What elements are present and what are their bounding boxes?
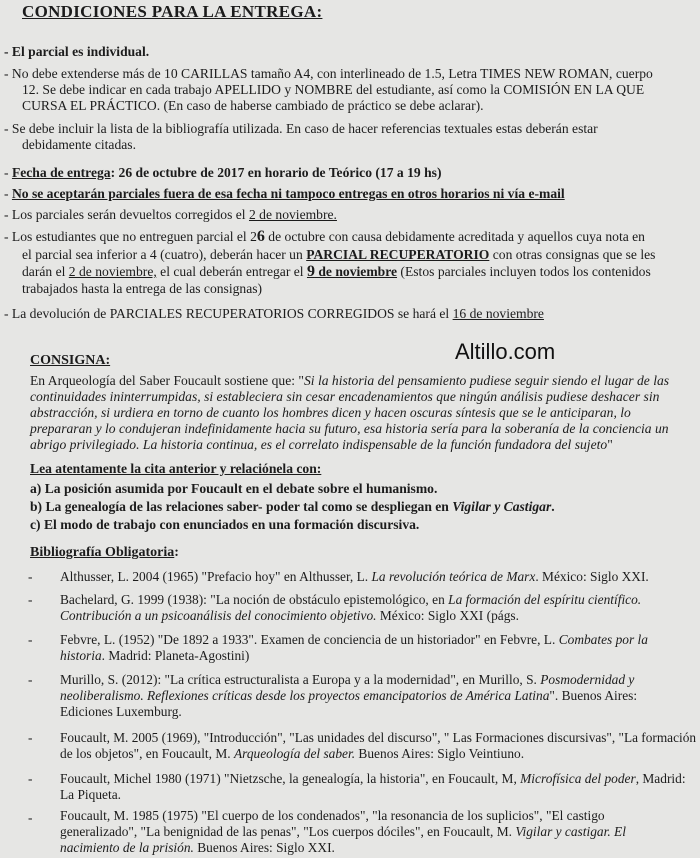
bib-entry-6-line1 (60, 771, 686, 787)
watermark: Altillo.com (455, 339, 556, 364)
handwritten-digit: 6 (256, 228, 265, 245)
makeup-text: (Estos parciales incluyen todos los contenidos (397, 264, 651, 279)
bib-text: Bachelard, G. 1999 (1938): "La noción de obstáculo epistemológico, en (60, 592, 449, 607)
task-b (30, 499, 555, 515)
bib-title: La formación del espíritu científico. (448, 592, 642, 607)
list-bullet: - (28, 672, 33, 687)
bibliography-heading (30, 545, 179, 561)
deadline-text: : 26 de octubre de 2017 en horario de Teórico (17 a 19 hs) (110, 165, 442, 180)
condition-makeup-line1 (4, 229, 645, 245)
condition-bibliography-line2: debidamente citadas. (22, 137, 136, 152)
consigna-line1 (30, 373, 669, 389)
makeup-date-given: 2 de noviembre, (68, 264, 157, 279)
bib-entry-2-line2 (60, 608, 519, 624)
list-bullet: - (28, 730, 33, 745)
condition-individual: - El parcial es individual. (4, 44, 150, 59)
condition-bibliography-line1: - Se debe incluir la lista de la bibliografía utilizada. En caso de hacer referencias textuales estas deberán estar (4, 121, 598, 136)
condition-length-line2: 12. Se debe indicar en cada trabajo APELLIDO y NOMBRE del estudiante, así como la COMISIÓN EN LA QUE (22, 82, 645, 97)
condition-no-late (4, 186, 565, 202)
bib-entry-5-line2 (60, 746, 524, 762)
bib-title: Posmodernidad y (540, 672, 635, 687)
page-title: CONDICIONES PARA LA ENTREGA: (22, 2, 323, 21)
bib-title: Vigilar y castigar. El (515, 824, 626, 839)
condition-length-line1: - No debe extenderse más de 10 CARILLAS tamaño A4, con interlineado de 1.5, Letra TIMES NEW ROMAN, cuerpo (4, 66, 653, 81)
consigna-line5 (30, 437, 613, 453)
condition-makeup-return (4, 306, 544, 322)
bib-text: Febvre, L. (1952) "De 1892 a 1933". Examen de conciencia de un historiador" en Febvre, L. (60, 632, 559, 647)
bib-title: Microfísica del poder (520, 771, 636, 786)
bib-text: , Madrid: (635, 771, 686, 786)
makeup-return-text: - La devolución de PARCIALES RECUPERATORIOS CORREGIDOS se hará el (4, 306, 453, 321)
bib-entry-7-line1: Foucault, M. 1985 (1975) "El cuerpo de los condenados", "la resonancia de los suplicios", "El castigo (60, 808, 605, 823)
bib-title: neoliberalismo. Reflexiones críticas desde los proyectos emancipatorios de América Latina (60, 688, 550, 703)
task-text: b) La genealogía de las relaciones saber- poder tal como se despliegan en (30, 499, 453, 514)
bibliography-heading-colon: : (174, 545, 179, 560)
makeup-exam-label: PARCIAL RECUPERATORIO (306, 247, 490, 262)
consigna-text: En Arqueología del Saber Foucault sostiene que: " (30, 373, 304, 388)
bib-text: . Madrid: Planeta-Agostini) (101, 648, 250, 663)
condition-makeup-line3 (22, 264, 651, 280)
bib-entry-7-line3 (60, 840, 335, 856)
bib-text: Foucault, Michel 1980 (1971) "Nietzsche, la genealogía, la historia", en Foucault, M, (60, 771, 521, 786)
bib-entry-4-line1 (60, 672, 634, 688)
bib-entry-4-line2 (60, 688, 637, 704)
return-date: 2 de noviembre. (248, 207, 337, 222)
bib-entry-1 (60, 569, 649, 585)
makeup-text: - Los estudiantes que no entreguen parcial el 2 (4, 229, 257, 244)
makeup-text: el cual deberán entregar el (156, 264, 307, 279)
bib-title: Combates por la (558, 632, 648, 647)
task-text: . (551, 499, 555, 514)
list-bullet: - (28, 569, 33, 584)
quote-text: Si la historia del pensamiento pudiese seguir siendo el lugar de las (303, 373, 670, 388)
bib-text: Murillo, S. (2012): "La crítica estructuralista a Europa y a la modernidad", en Murillo, S. (60, 672, 541, 687)
bib-text: Buenos Aires: Siglo XXI. (193, 840, 335, 855)
consigna-line4: prepararan y lo condujeran indefinidamente hacia su futuro, esa historia sería para la soberanía de la conciencia un (30, 421, 669, 436)
return-text: - Los parciales serán devueltos corregidos el (4, 207, 249, 222)
consigna-heading: CONSIGNA: (30, 353, 111, 368)
makeup-text: darán el (22, 264, 69, 279)
consigna-line2: continuidades ininterrumpidas, si estableciera sin cesar encadenamientos que ningún análisis pudiese deshacer sin (30, 389, 660, 404)
book-title: Vigilar y Castigar (452, 499, 552, 514)
bib-entry-2-line1 (60, 592, 641, 608)
dash: - (4, 165, 12, 180)
task-c: c) El modo de trabajo con enunciados en una formación discursiva. (30, 517, 420, 532)
bib-entry-4-line3: Ediciones Luxemburg. (60, 704, 182, 719)
consigna-line3: abstracción, si urdiera en torno de cuanto los hombres dicen y hacen oscuras síntesis que se le anticiparan, lo (30, 405, 631, 420)
bib-title: Contribución a un psicoanálisis del conocimiento objetivo. (60, 608, 377, 623)
list-bullet: - (28, 632, 33, 647)
bibliography-heading-text: Bibliografía Obligatoria (30, 545, 175, 560)
condition-return (4, 207, 337, 223)
bib-text: generalizado", "La benignidad de las penas", "Los cuerpos dóciles", en Foucault, M. (60, 824, 516, 839)
bib-text: Buenos Aires: Siglo Veintiuno. (355, 746, 525, 761)
list-bullet: - (28, 810, 33, 825)
bib-title: historia (60, 648, 102, 663)
handwritten-digit: 9 (306, 263, 315, 280)
bib-title: La revolución teórica de Marx (371, 569, 536, 584)
makeup-text: con otras consignas que se les (489, 247, 656, 262)
bib-text: ". Buenos Aires: (549, 688, 638, 703)
makeup-return-date: 16 de noviembre (452, 306, 544, 321)
list-bullet: - (28, 592, 33, 607)
dash: - (4, 186, 12, 201)
makeup-date-due (307, 264, 397, 279)
condition-makeup-line4: trabajados hasta la entrega de las consignas) (22, 281, 263, 296)
bib-title: nacimiento de la prisión. (60, 840, 194, 855)
bib-text: México: Siglo XXI (págs. (376, 608, 519, 623)
quote-text: abrigo privilegiado. La historia continua, es el correlato indispensable de la función fundadora del sujeto (30, 437, 608, 452)
no-late-text: No se aceptarán parciales fuera de esa fecha ni tampoco entregas en otros horarios ni vía e-mail (11, 186, 565, 201)
list-bullet: - (28, 771, 33, 786)
bib-entry-3-line1 (60, 632, 648, 648)
makeup-text: el parcial sea inferior a 4 (cuatro), deberán hacer un (22, 247, 307, 262)
bib-entry-3-line2 (60, 648, 249, 664)
bib-entry-5-line1: Foucault, M. 2005 (1969), "Introducción", "Las unidades del discurso", " Las Formaciones discursivas", "La formación (60, 730, 697, 745)
bib-text: Althusser, L. 2004 (1965) "Prefacio hoy" en Althusser, L. (60, 569, 372, 584)
bib-title: Arqueología del saber. (233, 746, 356, 761)
deadline-label: Fecha de entrega (11, 165, 111, 180)
condition-deadline (4, 165, 441, 181)
instruction-heading: Lea atentamente la cita anterior y relaciónela con: (30, 461, 322, 476)
bib-entry-6-line2: La Piqueta. (60, 787, 121, 802)
bib-text: de los objetos", en Foucault, M. (60, 746, 234, 761)
bib-text: . México: Siglo XXI. (535, 569, 649, 584)
makeup-text: de octubre con causa debidamente acreditada y aquellos cuya nota en (264, 229, 645, 244)
condition-length-line3: CURSA EL PRÁCTICO. (En caso de haberse cambiado de práctico se debe aclarar). (22, 98, 484, 113)
makeup-date-due-text: de noviembre (314, 264, 398, 279)
bib-entry-7-line2 (60, 824, 626, 840)
quote-close: " (607, 437, 613, 452)
condition-makeup-line2 (22, 247, 655, 263)
task-a: a) La posición asumida por Foucault en el debate sobre el humanismo. (30, 481, 438, 496)
